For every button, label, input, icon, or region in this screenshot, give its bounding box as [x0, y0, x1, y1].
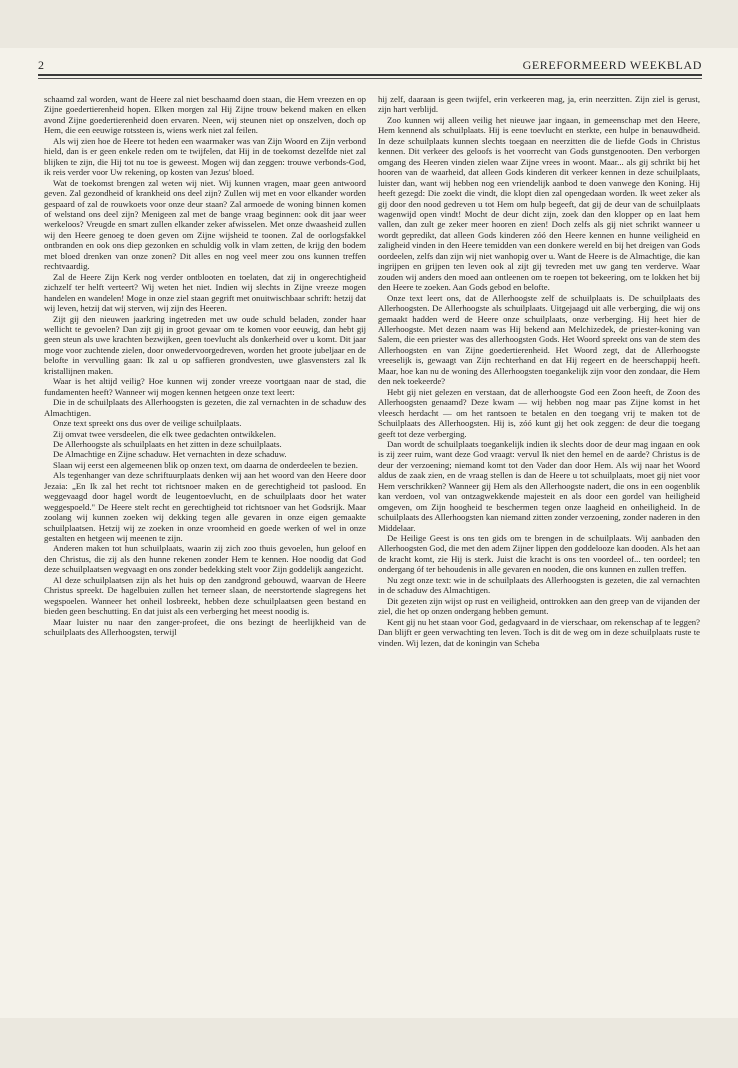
- paragraph: Wat de toekomst brengen zal weten wij niet. Wij kunnen vragen, maar geen antwoord geven. Zal gezondheid of krankheid ons deel zijn? Zullen wij met en voor elkander worden gespaard of zal de rouwkoets voor onze deur staan? Zal armoede de woning binnen komen of welstand ons deel zijn? Menigeen zal met de bange vraag beginnen: ook dit jaar weer werkeloos? Vreugde en smart zullen elkander zeker afwisselen. Met onze dwaasheid zullen wij den Heere genoeg te doen geven om Zijne wijsheid te toonen. Zal de oorlogsfakkel ontbranden en ook ons diep gezonken en schuldig volk in vlam zetten, de krijg den bodem met bloed drenken van onze zonen? Dit alles en nog veel meer zou ons kunnen treffen rechtvaardig.: [44, 177, 366, 272]
- paragraph: Hebt gij niet gelezen en verstaan, dat de allerhoogste God een Zoon heeft, de Zoon des Allerhoogsten genaamd? Deze kwam — wij hebben nog maar pas Zijne komst in het vleesch herdacht — om het rantsoen te betalen en den toegang vrij te maken tot de Schuilplaats des Allerhoogsten. Hij is, zóó kunt gij het ook zeggen: de deur die toegang geeft tot deze verberging.: [378, 386, 700, 439]
- header-rule-thin: [38, 78, 702, 79]
- paragraph: Zij omvat twee versdeelen, die elk twee gedachten ontwikkelen.: [53, 428, 276, 439]
- paragraph: Als wij zien hoe de Heere tot heden een waarmaker was van Zijn Woord en Zijn verbond hield, dan is er geen enkele reden om te twijfelen, dat Hij in de toekomst dezelfde niet zal blijken te zijn, die Hij tot nu toe is geweest. Mogen wij dan zeggen: trouwe verbonds-God, ik reis verder voor Uw rekening, op kosten van Jezus' bloed.: [44, 135, 366, 178]
- paragraph: Kent gij nu het staan voor God, gedagvaard in de vierschaar, om rekenschap af te leggen? Dan blijft er geen verwachting ten leven. Toch is dit de weg om in deze schuilplaats ruste te vinden. Wij lezen, dat de koningin van Scheba: [378, 616, 700, 648]
- paragraph: Zal de Heere Zijn Kerk nog verder ontblooten en toelaten, dat zij in ongerechtigheid zichzelf ter helft verteert? Wij weten het niet. Indien wij slechts in Zijne vreeze mogen handelen en wandelen! Moge in onze ziel staan gegrift met onuitwischbaar schrift: hetzij dat wij leven, hetzij dat wij sterven, wij zijn des Heeren.: [44, 271, 366, 314]
- newspaper-page: [0, 48, 738, 1018]
- paragraph: Dit gezeten zijn wijst op rust en veiligheid, onttrokken aan den greep van de vijanden der ziel, die het op onzen ondergang hebben gemunt.: [378, 595, 700, 617]
- publication-title: GEREFORMEERD WEEKBLAD: [522, 58, 702, 72]
- right-column: [378, 94, 700, 1004]
- left-column: [44, 94, 366, 1004]
- page-header: [38, 58, 702, 72]
- page-number: 2: [38, 58, 44, 72]
- paragraph: De Heilige Geest is ons ten gids om te brengen in de schuilplaats. Wij aanbaden den Allerhoogsten God, die met den adem Zijner lippen den goddelooze kan dooden. Als het aan de kracht komt, zie Hij is sterk. Juist die kracht is ons ten voordeel of... ten oordeel; ten ondergang óf ter behoudenis in alle gevaren en nooden, die ons kunnen en zullen treffen.: [378, 533, 700, 575]
- paragraph: Waar is het altijd veilig? Hoe kunnen wij zonder vreeze voortgaan naar de stad, die fundamenten heeft? Wanneer wij mogen kennen hetgeen onze text leert:: [44, 376, 366, 397]
- paragraph: Zijt gij den nieuwen jaarkring ingetreden met uw oude schuld beladen, zonder haar wellicht te gevoelen? Dan zijt gij in groot gevaar om te komen voor eeuwig, dan hebt gij geen steun als uwe krachten bezwijken, geen toevlucht als donkerheid over u komt. Dit jaar moge voor zuchtende zielen, door onwedervoorgedreven, worden het groote jubeljaar en de belofte in vervulling gaan: Ik zal u op saffieren grondvesten, uwe glasvensters zal Ik kristallijnen maken.: [44, 313, 366, 376]
- paragraph: Dan wordt de schuilplaats toegankelijk indien ik slechts door de deur mag ingaan en ook is zij zeer ruim, want deze God vraagt: vervul Ik niet den hemel en de aarde? Christus is de deur der verzoening; niemand komt tot den Vader dan door Hem. Als wij naar het Woord aldus de zaak zien, en de vraag stellen is dan de Heere u tot schuilplaats, moet gij niet voor Hem verschrikken? Wanneer gij Hem als den Allerhoogste nadert, die ons in een oogenblik kan verdoen, vol van ontzagwekkende majesteit en als door een gordel van heiligheid omgeven, om Zijn hoogheid te beschermen tegen onze laagheid en onheiligheid. In de schuilplaats des Allerhoogsten kan niemand zitten zonder verzoening, zonder naderen in den Middelaar.: [378, 438, 700, 533]
- paragraph: De Almachtige en Zijne schaduw. Het vernachten in deze schaduw.: [53, 449, 287, 460]
- paragraph: Onze text spreekt ons dus over de veilige schuilplaats.: [53, 418, 242, 429]
- paragraph: Onze text leert ons, dat de Allerhoogste zelf de schuilplaats is. De schuilplaats des Allerhoogsten. De Allerhoogste als schuilplaats. Uitgejaagd uit alle verberging, die wij ons gemaakt hadden werd de Heere onze schuilplaats, onze verberging. Hij heet hier de Allerhoogste. Met dezen naam was Hij bekend aan Melchizedek, de priester-koning van Salem, die een priester was des allerhoogsten Gods. Het Woord spreekt ons van de stem des Allerhoogsten en van Zijne goedertierenheid. Het Woord zegt, dat de Allerhoogste vreeselijk is, gewaagt van Zijn rechterhand en dat Hij regeert en de heerschappij heeft. Maar, hoe kan nu de woning des Allerhoogsten toegankelijk zijn voor den zondaar, die Hem den nek toekeerde?: [378, 292, 700, 387]
- paragraph: Zoo kunnen wij alleen veilig het nieuwe jaar ingaan, in gemeenschap met den Heere, Hem kennend als schuilplaats. Hij is eene toevlucht en sterkte, een hulpe in benauwdheid. In deze schuilplaats kunnen slechts toegaan en neerzitten die de liefde Gods in Christus kennen. Dit verkeer des geloofs is het voorrecht van Gods gunstgenooten. Den verborgen omgang des Heeren vinden zielen waar Zijne vrees in woont. Maar... als gij schrikt bij het hooren van de waarheid, dat alleen Gods kinderen dit verkeer kennen in deze schuilplaats, luister dan, want wij hebben nog een vriendelijk aanbod te doen vanwege den Koning. Hij heeft gezegd: Die zoekt die vindt, die klopt dien zal opengedaan worden. Ik weet zeker als gij door den nood gedreven u tot Hem om hulp begeeft, dat gij de deur van de schuilplaats wagenwijd open vindt! Mocht de deur dicht zijn, zoek dan den klopper op en laat hem vallen, dan zult ge zeker meer hooren en zien! Doch zelfs als gij niet schrikt wanneer u wordt gepredikt, dat alleen Gods kinderen zóó den Heere kennen en hunne veiligheid en zaligheid vinden in den Heere temidden van een donkere wereld en bij het dreigen van Gods oordeelen, zelfs dan zijn wij niet wanhopig over u. Want de Heere is de Almachtige, die kan ingrijpen en grijpen ten leven ook al zijt gij tevreden met uw gang ten verderve. Waar zouden wij anders den moed aan ontleenen om te roepen tot bekeering, om te lokken het bij den Heere te zoeken. Aan Gods gebod en belofte.: [378, 114, 700, 293]
- paragraph: De Allerhoogste als schuilplaats en het zitten in deze schuilplaats.: [53, 438, 282, 449]
- header-rule: [38, 74, 702, 76]
- paragraph: Maar luister nu naar den zanger-profeet, die ons bezingt de heerlijkheid van de schuilplaats des Allerhoogsten, terwijl: [44, 616, 366, 638]
- paragraph: hij zelf, daaraan is geen twijfel, erin verkeeren mag, ja, erin neerzitten. Zijn ziel is gerust, zijn hart verblijd.: [378, 94, 700, 115]
- paragraph: schaamd zal worden, want de Heere zal niet beschaamd doen staan, die Hem vreezen en op Zijne goedertierenheid hopen. Elken morgen zal Hij Zijne trouw bekend maken en elken avond Zijne goedertierenheid doen ervaren. Neen, wij steunen niet op onszelven, doch op Hem, die een eeuwige rotssteen is, wiens werk niet zal feilen.: [44, 94, 366, 136]
- paragraph: Anderen maken tot hun schuilplaats, waarin zij zich zoo thuis gevoelen, hun geloof en den Christus, die zij als den hunne rekenen zonder Hem te kennen. Hoe noodig dat God deze schuilplaatsen wegvaagt en ons zonder bedekking stelt voor Zijn goddelijk aangezicht.: [44, 543, 366, 575]
- paragraph: Nu zegt onze text: wie in de schuilplaats des Allerhoogsten is gezeten, die zal vernachten in de schaduw des Almachtigen.: [378, 574, 700, 596]
- paragraph: Slaan wij eerst een algemeenen blik op onzen text, om daarna de onderdeelen te bezien.: [53, 459, 358, 470]
- paragraph: Die in de schuilplaats des Allerhoogsten is gezeten, die zal vernachten in de schaduw des Almachtigen.: [44, 397, 366, 418]
- paragraph: Als tegenhanger van deze schriftuurplaats denken wij aan het woord van den Heere door Jezaia: „En Ik zal het recht tot richtsnoer maken en de gerechtigheid tot paslood. En weggevaagd door hagel wordt de leugentoevlucht, en de schuilplaats door het water weggespoeld." De Heere stelt recht en gerechtigheid tot richtsnoer van het Godsrijk. Maar zoolang wij kunnen zoeken wij dekking tegen alle gevaren in onze eigen gemaakte schuilplaatsen. Hetzij wij ze zoeken in onze vroomheid en goede werken of wel in onze gestalten en hetgeen wij meenen te zijn.: [44, 470, 366, 544]
- paragraph: Al deze schuilplaatsen zijn als het huis op den zandgrond gebouwd, waarvan de Heere Christus spreekt. De hagelbuien zullen het terneer slaan, de neerstortende slagregens het wegspoelen. Wanneer het onheil losbreekt, hebben deze schuilplaatsen geen bestand en bieden geen beschutting. En dat juist als een verberging het meest noodig is.: [44, 574, 366, 617]
